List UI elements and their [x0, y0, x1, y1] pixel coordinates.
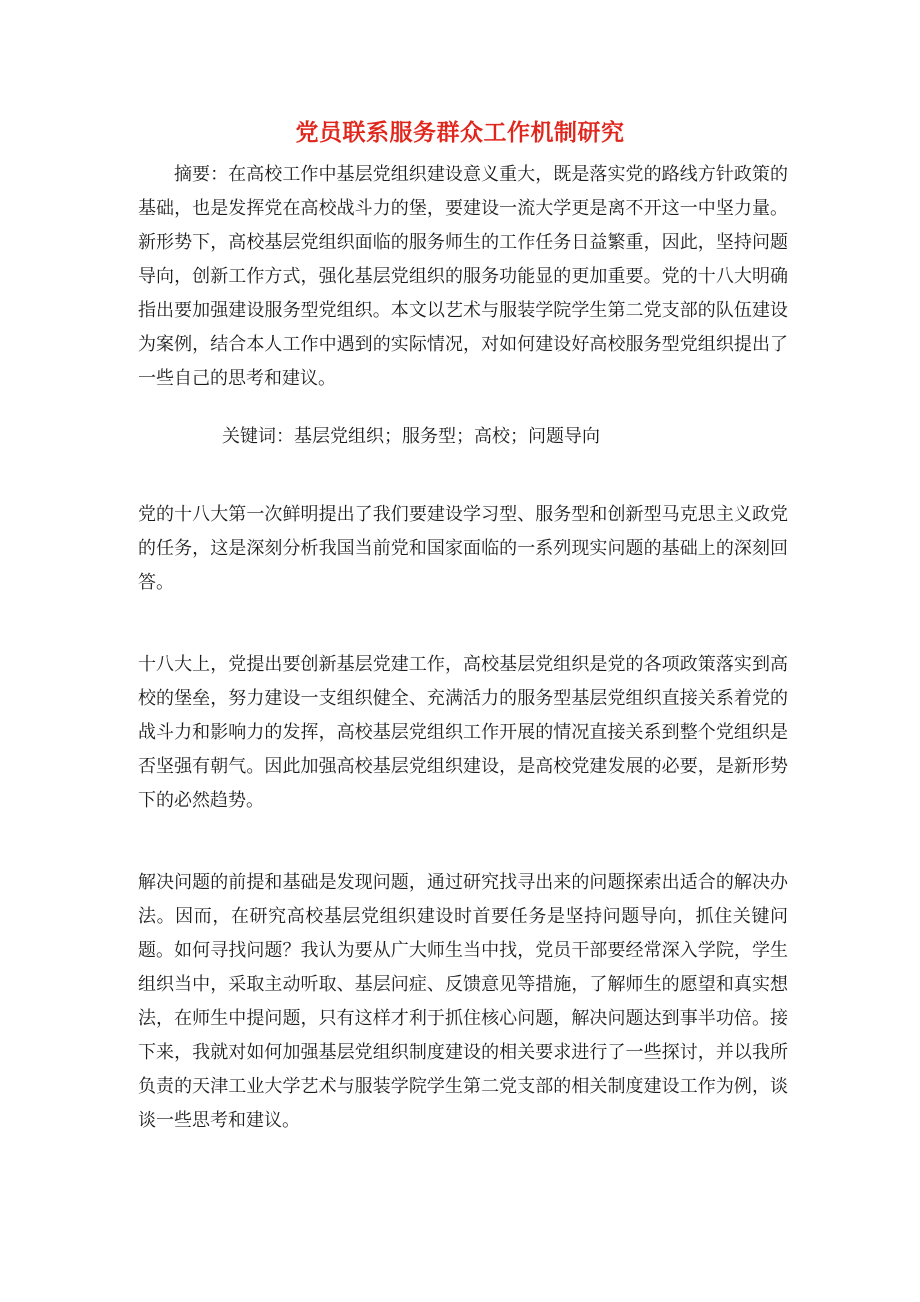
body-paragraph-1: 党的十八大第一次鲜明提出了我们要建设学习型、服务型和创新型马克思主义政党的任务，这是深刻分析我国当前党和国家面临的一系列现实问题的基础上的深刻回答。 — [138, 504, 788, 593]
abstract-paragraph: 摘要：在高校工作中基层党组织建设意义重大，既是落实党的路线方针政策的基础，也是发挥党在高校战斗力的堡，要建设一流大学更是离不开这一中坚力量。新形势下，高校基层党组织面临的服务师生的工作任务日益繁重，因此，坚持问题导向，创新工作方式，强化基层党组织的服务功能显的更加重要。党的十八大明确指出要加强建设服务型党组织。本文以艺术与服装学院学生第二党支部的队伍建设为案例，结合本人工作中遇到的实际情况，对如何建设好高校服务型党组织提出了一些自己的思考和建议。 — [138, 164, 788, 389]
keywords-line: 关键词：基层党组织；服务型；高校；问题导向 — [222, 426, 600, 447]
body-paragraph-3: 解决问题的前提和基础是发现问题，通过研究找寻出来的问题探索出适合的解决办法。因而，在研究高校基层党组织建设时首要任务是坚持问题导向，抓住关键问题。如何寻找问题？我认为要从广大师生当中找，党员干部要经常深入学院，学生组织当中，采取主动听取、基层问症、反馈意见等措施，了解师生的愿望和真实想法，在师生中提问题，只有这样才利于抓住核心问题，解决问题达到事半功倍。接下来，我就对如何加强基层党组织制度建设的相关要求进行了一些探讨，并以我所负责的天津工业大学艺术与服装学院学生第二党支部的相关制度建设工作为例，谈谈一些思考和建议。 — [138, 872, 788, 1131]
document-title: 党员联系服务群众工作机制研究 — [295, 120, 625, 146]
body-paragraph-2: 十八大上，党提出要创新基层党建工作，高校基层党组织是党的各项政策落实到高校的堡垒，努力建设一支组织健全、充满活力的服务型基层党组织直接关系着党的战斗力和影响力的发挥，高校基层党组织工作开展的情况直接关系到整个党组织是否坚强有朝气。因此加强高校基层党组织建设，是高校党建发展的必要，是新形势下的必然趋势。 — [138, 654, 788, 811]
